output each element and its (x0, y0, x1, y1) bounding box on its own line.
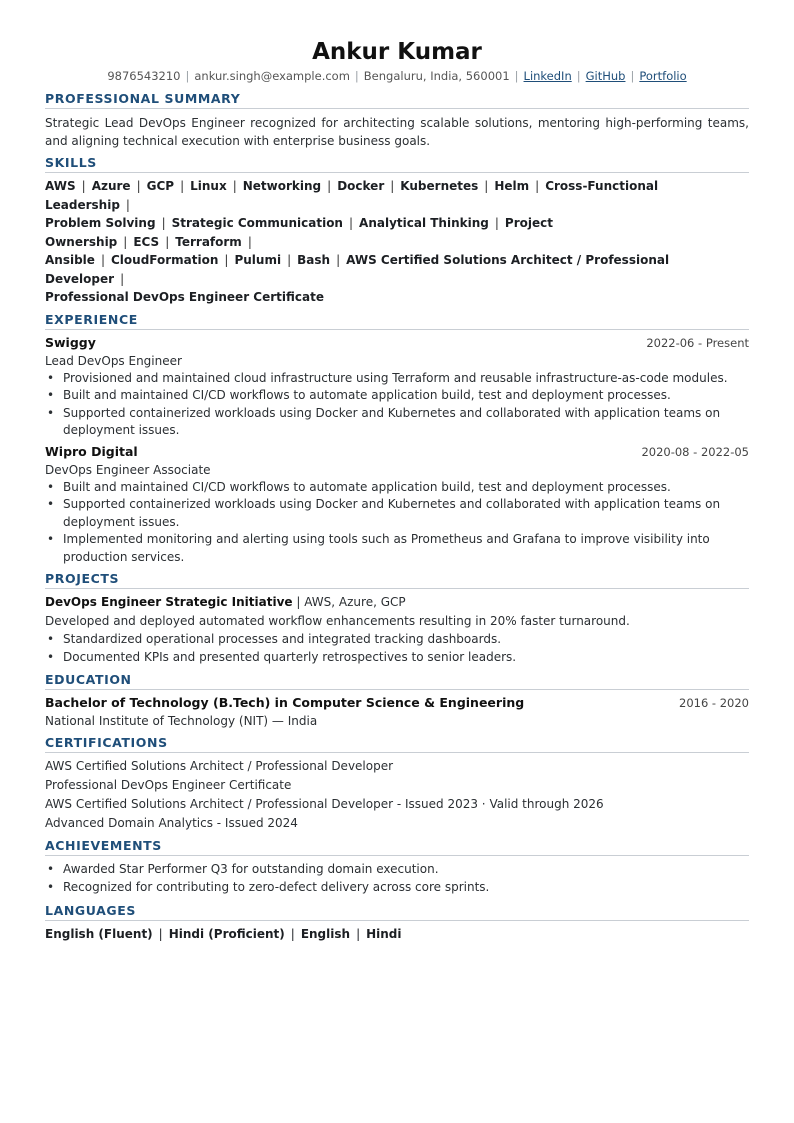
bullet-icon: • (47, 497, 55, 511)
skill-separator: | (287, 253, 292, 267)
achievements-section (45, 837, 749, 896)
skills-line (45, 214, 749, 251)
education-entry (45, 694, 749, 730)
phone-number: 9876543210 (107, 69, 181, 83)
bullet-icon: • (47, 479, 55, 494)
job-entry (45, 334, 749, 440)
summary-text: Strategic Lead DevOps Engineer recognized for architecting scalable solutions, mentoring high-performing teams, and aligning technical execution with enterprise business goals. (45, 116, 749, 148)
skill-separator: | (484, 179, 489, 193)
job-header (45, 443, 749, 461)
skill-separator: | (165, 234, 170, 249)
project-tech: AWS, Azure, GCP (304, 595, 406, 609)
list-item (45, 387, 749, 405)
certification-item: AWS Certified Solutions Architect / Professional Developer - Issued 2023 · Valid through 2026 (45, 797, 604, 811)
list-item (45, 879, 749, 897)
certifications-section (45, 734, 749, 833)
projects-section (45, 570, 749, 666)
github-link[interactable]: GitHub (585, 69, 626, 83)
skill-separator: | (494, 216, 499, 230)
contact-separator: | (185, 69, 190, 83)
language-item: English (Fluent) (45, 927, 153, 941)
bullet-text: Supported containerized workloads using Docker and Kubernetes and collaborated with application teams on deployment issues. (63, 497, 721, 529)
bullet-icon: • (47, 405, 55, 420)
section-heading: LANGUAGES (45, 902, 749, 921)
contact-separator: | (354, 69, 359, 83)
job-dates: 2022-06 - Present (646, 335, 749, 350)
skill-item: Pulumi (234, 253, 282, 267)
skill-item: Docker (337, 179, 385, 193)
skill-separator: | (120, 271, 125, 286)
section-heading: ACHIEVEMENTS (45, 837, 749, 856)
contact-separator: | (630, 69, 635, 83)
job-bullets (45, 370, 749, 440)
skill-separator: | (136, 179, 141, 193)
skill-separator: | (247, 234, 252, 249)
certification-item: Advanced Domain Analytics - Issued 2024 (45, 816, 298, 830)
summary-section (45, 90, 749, 150)
bullet-icon: • (47, 388, 55, 402)
resume-page (45, 36, 749, 943)
education-section (45, 671, 749, 730)
list-item (45, 631, 749, 649)
bullet-icon: • (47, 649, 55, 664)
contact-separator: | (514, 69, 519, 83)
project-name: DevOps Engineer Strategic Initiative (45, 595, 293, 609)
skill-item: Problem Solving (45, 216, 156, 230)
skill-item: Bash (297, 253, 331, 267)
candidate-name: Ankur Kumar (312, 39, 482, 65)
project-description: Developed and deployed automated workflow enhancements resulting in 20% faster turnaround. (45, 614, 630, 628)
list-item (45, 405, 749, 440)
skill-separator: | (224, 253, 229, 267)
languages-list (45, 925, 749, 943)
skill-item: ECS (133, 234, 160, 249)
skill-separator: | (123, 234, 128, 249)
skill-item: Helm (494, 179, 530, 193)
skill-item: AWS Certified Solutions Architect / Professional Developer (45, 253, 670, 286)
skill-item: Professional DevOps Engineer Certificate (45, 290, 324, 304)
project-header (45, 593, 749, 611)
skill-separator: | (390, 179, 395, 193)
skills-list (45, 177, 749, 307)
project-entry (45, 593, 749, 666)
skill-separator: | (232, 179, 237, 193)
skill-separator: | (535, 179, 540, 193)
bullet-text: Recognized for contributing to zero-defect delivery across core sprints. (63, 879, 490, 894)
portfolio-link[interactable]: Portfolio (639, 69, 687, 83)
job-entry (45, 443, 749, 567)
skill-item: Networking (242, 179, 322, 193)
list-item (45, 479, 749, 497)
bullet-icon: • (47, 370, 55, 385)
skill-separator: | (180, 179, 185, 193)
skill-item: GCP (146, 179, 175, 193)
bullet-text: Built and maintained CI/CD workflows to automate application build, test and deployment processes. (63, 388, 671, 402)
certification-item: Professional DevOps Engineer Certificate (45, 778, 292, 792)
bullet-text: Documented KPIs and presented quarterly retrospectives to senior leaders. (63, 649, 517, 664)
location: Bengaluru, India, 560001 (363, 69, 510, 83)
bullet-text: Awarded Star Performer Q3 for outstanding domain execution. (63, 862, 439, 876)
skill-item: Strategic Communication (171, 216, 343, 230)
job-role: DevOps Engineer Associate (45, 462, 211, 477)
languages-section (45, 902, 749, 943)
school-name: National Institute of Technology (NIT) — India (45, 714, 318, 728)
project-separator: | (296, 595, 301, 609)
education-dates: 2016 - 2020 (679, 696, 749, 710)
language-separator: | (356, 927, 361, 941)
skill-separator: | (348, 216, 354, 230)
language-item: Hindi (Proficient) (168, 927, 285, 941)
section-heading: CERTIFICATIONS (45, 734, 749, 753)
skill-separator: | (327, 179, 332, 193)
language-separator: | (158, 927, 163, 941)
skills-section (45, 154, 749, 307)
bullet-text: Implemented monitoring and alerting using tools such as Prometheus and Grafana to improve visibility into production services. (63, 532, 710, 564)
certification-item: AWS Certified Solutions Architect / Professional Developer (45, 759, 394, 773)
language-item: Hindi (366, 927, 402, 941)
company-name: Wipro Digital (45, 443, 138, 459)
job-bullets (45, 479, 749, 567)
contact-separator: | (576, 69, 581, 83)
achievements-list (45, 861, 749, 896)
section-heading: EDUCATION (45, 671, 749, 690)
degree-name: Bachelor of Technology (B.Tech) in Computer Science & Engineering (45, 695, 525, 710)
skills-line (45, 177, 749, 214)
project-bullets (45, 631, 749, 666)
certifications-list (45, 757, 749, 833)
skill-item: Cross-Functional Leadership (45, 179, 659, 212)
skill-separator: | (336, 253, 341, 267)
bullet-text: Supported containerized workloads using Docker and Kubernetes and collaborated with application teams on deployment issues. (63, 405, 721, 437)
skill-separator: | (161, 216, 166, 230)
bullet-text: Provisioned and maintained cloud infrastructure using Terraform and reusable infrastructure-as-code modules. (63, 370, 728, 385)
education-header (45, 694, 749, 712)
skill-item: AWS (45, 179, 76, 193)
skill-item: Linux (190, 179, 227, 193)
experience-section (45, 311, 749, 567)
list-item (45, 531, 749, 566)
section-heading: PROFESSIONAL SUMMARY (45, 90, 749, 109)
job-dates: 2020-08 - 2022-05 (641, 444, 749, 459)
contact-line (45, 68, 749, 84)
bullet-text: Standardized operational processes and integrated tracking dashboards. (63, 632, 502, 646)
section-heading: PROJECTS (45, 570, 749, 589)
skill-separator: | (100, 253, 105, 267)
email-address: ankur.singh@example.com (194, 69, 350, 83)
bullet-icon: • (47, 632, 55, 646)
bullet-text: Built and maintained CI/CD workflows to automate application build, test and deployment processes. (63, 479, 671, 494)
skill-separator: | (125, 197, 130, 212)
skill-item: Azure (91, 179, 131, 193)
skills-line (45, 288, 749, 307)
skills-line (45, 251, 749, 288)
list-item (45, 861, 749, 879)
bullet-icon: • (47, 532, 55, 546)
job-header (45, 334, 749, 352)
list-item (45, 649, 749, 667)
bullet-icon: • (47, 862, 55, 876)
skill-item: CloudFormation (110, 253, 219, 267)
list-item (45, 370, 749, 388)
skill-item: Project Ownership (45, 216, 553, 249)
section-heading: SKILLS (45, 154, 749, 173)
section-heading: EXPERIENCE (45, 311, 749, 330)
skill-separator: | (81, 179, 86, 193)
skill-item: Kubernetes (400, 179, 479, 193)
linkedin-link[interactable]: LinkedIn (523, 69, 572, 83)
bullet-icon: • (47, 879, 55, 894)
language-item: English (300, 927, 351, 941)
skill-item: Ansible (45, 253, 95, 267)
skill-item: Analytical Thinking (359, 216, 489, 230)
company-name: Swiggy (45, 334, 96, 350)
language-separator: | (290, 927, 295, 941)
skill-item: Terraform (175, 234, 242, 249)
list-item (45, 496, 749, 531)
job-role: Lead DevOps Engineer (45, 353, 182, 368)
